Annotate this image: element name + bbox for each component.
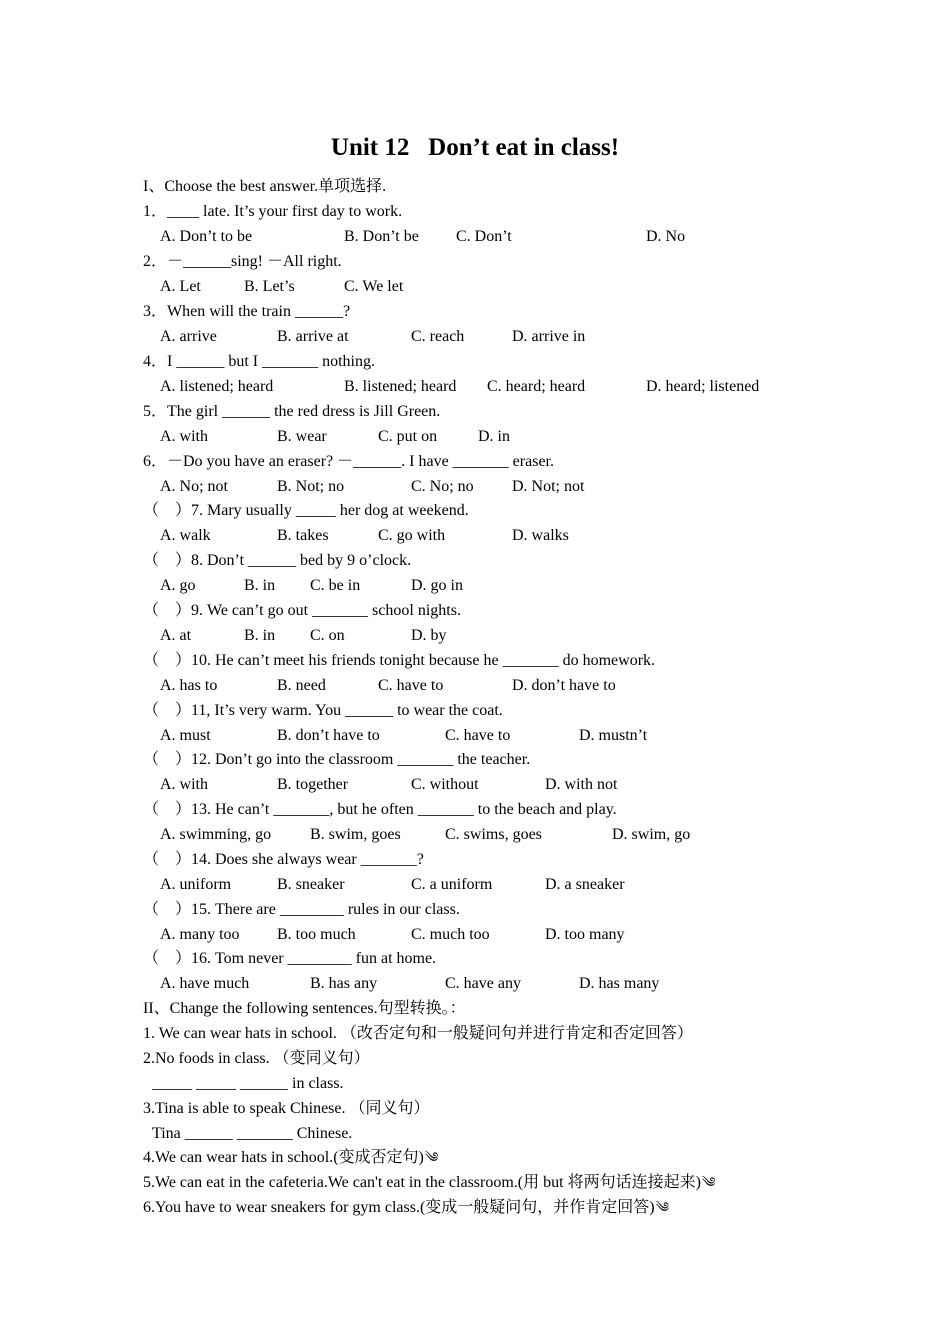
question-5-option-a: A. with (160, 428, 208, 445)
question-9-stem: （ ）9. We can’t go out _______ school nights. (143, 602, 461, 619)
question-5-stem: 5．The girl ______ the red dress is Jill Green. (143, 403, 441, 420)
question-14-option-d: D. a sneaker (545, 876, 625, 893)
question-9-option-a: A. at (160, 627, 192, 644)
transform-item-1: 1. We can wear hats in school. （改否定句和一般疑问句并进行肯定和否定回答） (143, 1025, 693, 1042)
question-10-option-a: A. has to (160, 677, 218, 694)
page-title: Unit 12 Don’t eat in class! (330, 134, 620, 161)
question-12-option-d: D. with not (545, 776, 618, 793)
question-9-option-b: B. in (244, 627, 276, 644)
question-7-option-b: B. takes (277, 527, 329, 544)
question-14-option-b: B. sneaker (277, 876, 345, 893)
question-13-option-a: A. swimming, go (160, 826, 272, 843)
transform-item-5-text: 5.We can eat in the cafeteria.We can't eat in the classroom.(用 but 将两句话连接起来) (143, 1174, 701, 1191)
question-12-option-b: B. together (277, 776, 349, 793)
question-10-option-b: B. need (277, 677, 326, 694)
question-10-stem: （ ）10. He can’t meet his friends tonight because he _______ do homework. (143, 652, 656, 669)
question-14-stem: （ ）14. Does she always wear _______? (143, 851, 424, 868)
squiggle-marker-icon: ༄ (655, 1201, 670, 1216)
question-4-option-c: C. heard; heard (487, 378, 586, 395)
question-1-option-b: B. Don’t be (344, 228, 419, 245)
transform-item-4 (143, 1148, 438, 1169)
question-1-option-a: A. Don’t to be (160, 228, 253, 245)
question-16-option-c: C. have any (445, 975, 521, 992)
question-7-option-a: A. walk (160, 527, 211, 544)
question-12-stem: （ ）12. Don’t go into the classroom _______ the teacher. (143, 751, 531, 768)
transform-item-4-text: 4.We can wear hats in school.(变成否定句) (143, 1149, 424, 1166)
question-8-option-b: B. in (244, 577, 276, 594)
question-4-option-a: A. listened; heard (160, 378, 274, 395)
transform-item-6-text: 6.You have to wear sneakers for gym class.(变成一般疑问句，并作肯定回答) (143, 1199, 655, 1216)
question-9-option-c: C. on (310, 627, 345, 644)
question-11-option-b: B. don’t have to (277, 727, 380, 744)
question-11-option-d: D. mustn’t (579, 727, 648, 744)
question-15-option-c: C. much too (411, 926, 490, 943)
question-1-option-d: D. No (646, 228, 686, 245)
question-10-option-d: D. don’t have to (512, 677, 616, 694)
question-3-stem: 3．When will the train ______? (143, 303, 351, 320)
question-2-option-a: A. Let (160, 278, 201, 295)
question-4-option-b: B. listened; heard (344, 378, 457, 395)
question-12-option-a: A. with (160, 776, 208, 793)
question-3-option-a: A. arrive (160, 328, 217, 345)
question-11-stem: （ ）11, It’s very warm. You ______ to wear the coat. (143, 702, 503, 719)
question-15-option-d: D. too many (545, 926, 625, 943)
question-3-option-c: C. reach (411, 328, 465, 345)
question-16-option-a: A. have much (160, 975, 250, 992)
question-16-option-d: D. has many (579, 975, 660, 992)
section-2-heading: II、Change the following sentences.句型转换。： (143, 1000, 466, 1017)
question-2-stem: 2．－______sing! －All right. (143, 253, 342, 270)
question-3-option-d: D. arrive in (512, 328, 586, 345)
question-6-option-c: C. No; no (411, 478, 474, 495)
question-5-option-c: C. put on (378, 428, 438, 445)
transform-item-5 (143, 1173, 715, 1194)
question-16-stem: （ ）16. Tom never ________ fun at home. (143, 950, 437, 967)
question-7-stem: （ ）7. Mary usually _____ her dog at weekend. (143, 502, 469, 519)
squiggle-marker-icon: ༄ (424, 1151, 439, 1166)
transform-item-2-answer-blanks: _____ _____ ______ in class. (152, 1075, 344, 1092)
question-12-option-c: C. without (411, 776, 479, 793)
question-8-stem: （ ）8. Don’t ______ bed by 9 o’clock. (143, 552, 412, 569)
question-13-option-c: C. swims, goes (445, 826, 542, 843)
question-6-option-a: A. No; not (160, 478, 228, 495)
question-15-stem: （ ）15. There are ________ rules in our class. (143, 901, 460, 918)
question-6-stem: 6．－Do you have an eraser? －______. I have _______ eraser. (143, 453, 554, 470)
transform-item-3: 3.Tina is able to speak Chinese. （同义句） (143, 1100, 430, 1117)
question-8-option-a: A. go (160, 577, 196, 594)
question-15-option-a: A. many too (160, 926, 240, 943)
question-6-option-b: B. Not; no (277, 478, 345, 495)
squiggle-marker-icon: ༄ (701, 1176, 716, 1191)
question-2-option-c: C. We let (344, 278, 404, 295)
section-1-heading: I、Choose the best answer.单项选择. (143, 178, 387, 195)
question-2-option-b: B. Let’s (244, 278, 295, 295)
question-13-option-b: B. swim, goes (310, 826, 401, 843)
question-13-stem: （ ）13. He can’t _______, but he often _______ to the beach and play. (143, 801, 617, 818)
question-5-option-d: D. in (478, 428, 510, 445)
question-1-stem: 1．____ late. It’s your first day to work. (143, 203, 403, 220)
question-10-option-c: C. have to (378, 677, 444, 694)
question-8-option-d: D. go in (411, 577, 463, 594)
question-11-option-a: A. must (160, 727, 211, 744)
question-4-option-d: D. heard; listened (646, 378, 760, 395)
question-16-option-b: B. has any (310, 975, 378, 992)
question-4-stem: 4．I ______ but I _______ nothing. (143, 353, 375, 370)
question-6-option-d: D. Not; not (512, 478, 585, 495)
question-9-option-d: D. by (411, 627, 447, 644)
question-1-option-c: C. Don’t (456, 228, 512, 245)
question-15-option-b: B. too much (277, 926, 356, 943)
transform-item-6 (143, 1198, 669, 1219)
question-13-option-d: D. swim, go (612, 826, 691, 843)
question-3-option-b: B. arrive at (277, 328, 349, 345)
question-8-option-c: C. be in (310, 577, 361, 594)
question-14-option-a: A. uniform (160, 876, 232, 893)
question-14-option-c: C. a uniform (411, 876, 493, 893)
question-11-option-c: C. have to (445, 727, 511, 744)
question-5-option-b: B. wear (277, 428, 327, 445)
transform-item-2: 2.No foods in class. （变同义句） (143, 1050, 370, 1067)
transform-item-3-answer-blanks: Tina ______ _______ Chinese. (152, 1125, 353, 1142)
question-7-option-c: C. go with (378, 527, 446, 544)
question-7-option-d: D. walks (512, 527, 569, 544)
